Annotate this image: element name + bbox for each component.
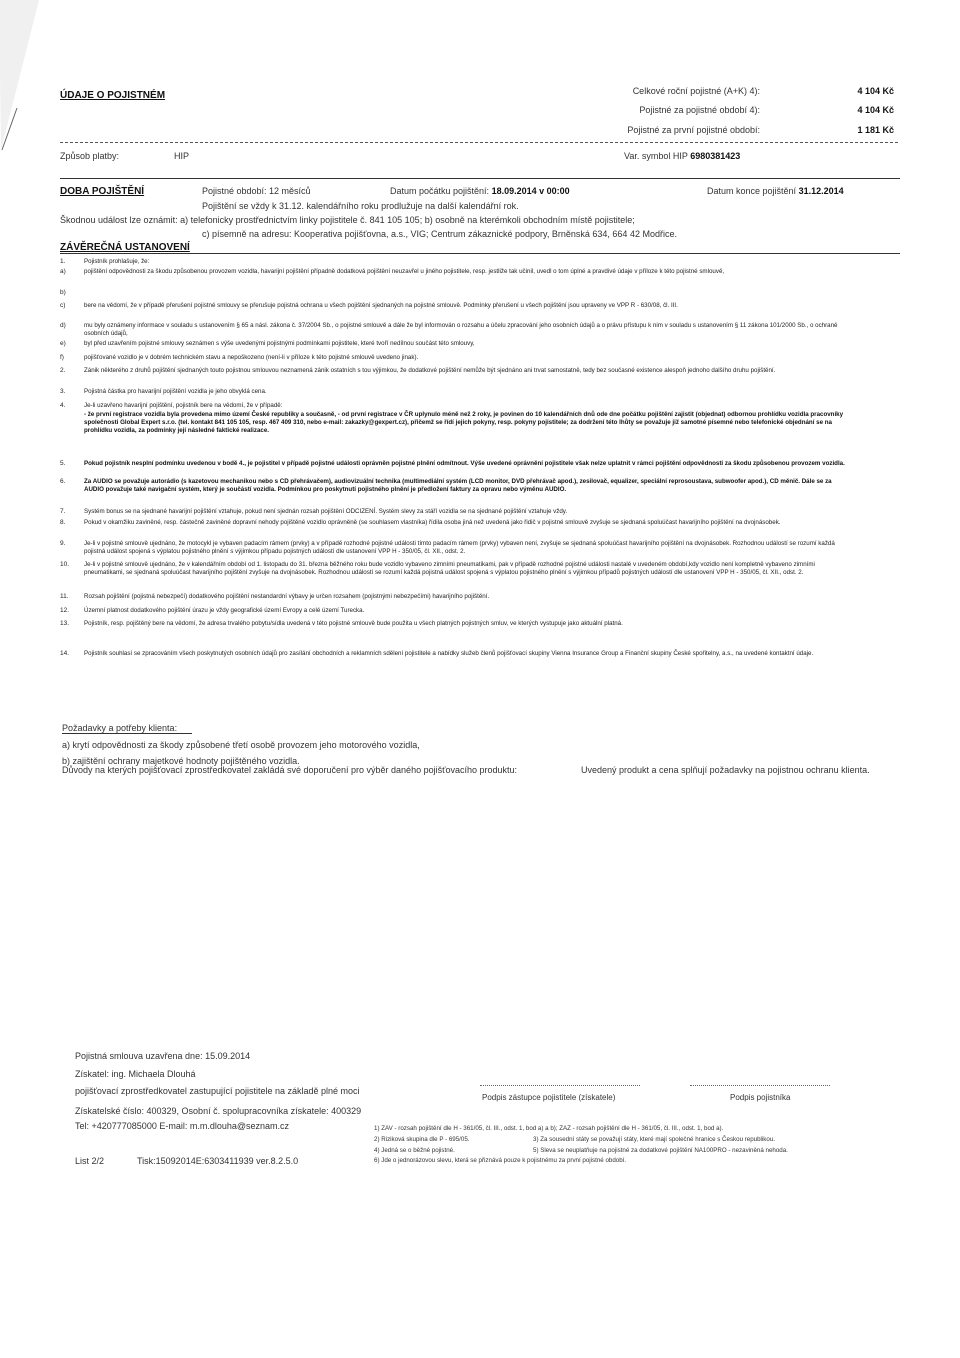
requirements-title: Požadavky a potřeby klienta: bbox=[62, 723, 178, 733]
footnote-2: 2) Riziková skupina dle P - 695/05. bbox=[374, 1136, 470, 1143]
final-section-title: ZÁVĚREČNÁ USTANOVENÍ bbox=[60, 242, 190, 253]
requirement-b: b) zajištění ochrany majetkové hodnoty pojištěného vozidla. bbox=[62, 756, 300, 766]
footnote-3: 3) Za sousední státy se považují státy, které mají společné hranice s Českou republikou. bbox=[533, 1136, 776, 1143]
clause-text: mu byly oznámeny informace v souladu s ustanovením § 65 a násl. zákona č. 37/2004 Sb., o pojistné smlouvě a dále že byl informován o rozsahu a účelu zpracování jeho osobních údajů a o právu přístupu k nim v souladu s ustanovením § 11 zákona 101/2000 Sb., o ochraně osobních údajů, bbox=[84, 322, 838, 337]
print-code: Tisk:15092014E:6303411939 ver.8.2.5.0 bbox=[137, 1156, 299, 1166]
first-premium-label: Pojistné za první pojistné období: bbox=[627, 125, 760, 135]
clause-number: 7. bbox=[60, 508, 66, 515]
clause-text: pojišťované vozidlo je v dobrém technickém stavu a nepoškozeno (není-li v příloze k této pojistné smlouvě uvedeno jinak). bbox=[84, 354, 419, 361]
requirements-underline bbox=[62, 733, 192, 734]
end-date-label: Datum konce pojištění bbox=[707, 186, 797, 196]
clause-number: 3. bbox=[60, 388, 66, 395]
clause-text: Systém bonus se na sjednané havarijní pojištění vztahuje, pokud není sjednán rozsah pojištění ODCIZENÍ. Systém slevy za stáří vozidla se na sjednané pojištění vztahuje vždy. bbox=[84, 508, 568, 515]
clause-text: Pokud pojistník nesplní podmínku uvedenou v bodě 4., je pojistitel v případě pojistné události oprávněn pojistné plnění odmítnout. Výše uvedené oprávnění pojistitele však nelze uplatnit v rámci pojištění odpovědnosti za škodu způsobenou provozem vozidla. bbox=[84, 460, 845, 467]
clause-text: Pojistník prohlašuje, že: bbox=[84, 258, 150, 265]
clause-number: e) bbox=[60, 340, 66, 347]
footnote-6: 6) Jde o jednorázovou slevu, která se přiznává pouze k pojistnému za první pojistné období. bbox=[374, 1157, 627, 1164]
clause-text: bere na vědomí, že v případě přerušení pojistné smlouvy se přerušuje pojistná ochrana u všech pojištění sjednaných na pojistné smlouvě. Podmínky přerušení u všech pojištění jsou upraveny ve VPP R - 630/08, čl. III. bbox=[84, 302, 678, 309]
claim-contact-line2: c) písemně na adresu: Kooperativa pojišťovna, a.s., VIG; Centrum zákaznické podpory, Brněnská 634, 664 42 Modřice. bbox=[202, 229, 677, 239]
rep-signature-line bbox=[480, 1085, 640, 1086]
scan-edge-mark bbox=[0, 0, 54, 210]
start-date-value: 18.09.2014 v 00:00 bbox=[491, 186, 570, 196]
clause-number: 4. bbox=[60, 402, 66, 409]
clause-text: Rozsah pojištění (pojistná nebezpečí) dodatkového pojištění nestandardní výbavy je určen rozsahem (pojistnými nebezpečími) havarijního pojištění. bbox=[84, 593, 490, 600]
period-section-title: DOBA POJIŠTĚNÍ bbox=[60, 186, 145, 197]
payment-label: Způsob platby: bbox=[60, 151, 120, 161]
header-divider bbox=[60, 142, 898, 143]
clause-number: 6. bbox=[60, 478, 66, 485]
footnote-4: 4) Jedná se o běžné pojistné. bbox=[374, 1147, 455, 1154]
period-top-rule bbox=[60, 178, 900, 179]
clause-number: 8. bbox=[60, 519, 66, 526]
clause-number: 5. bbox=[60, 460, 66, 467]
annual-premium-label: Celkové roční pojistné (A+K) 4): bbox=[632, 86, 760, 96]
clause-number: 1. bbox=[60, 258, 66, 265]
acquirer-name: Získatel: ing. Michaela Dlouhá bbox=[75, 1069, 196, 1079]
footnote-1: 1) ZAV - rozsah pojištění dle H - 361/05, čl. III., odst. 1, bod a) a b); ZAZ - rozsah pojištění dle H - 361/05, čl. III., odst. 1, bod a). bbox=[374, 1125, 724, 1132]
clause-number: a) bbox=[60, 268, 66, 275]
clause-text: - že první registrace vozidla byla provedena mimo území České republiky a současně, - od první registrace v ČR uplynulo méně než 2 roky, je povinen do 10 kalendářních dnů ode dne počátku pojištění zajistit (objednat) odbornou prohlídku vozidla pracovníky společnosti Global Expert s.r.o. (tel. kontakt 841 105 105, resp. 467 409 310, nebo e-mail: zakazky@gexpert.cz), přičemž se řídí jejich pokyny, resp. pokyny pojistitele; za dodržení této lhůty se považuje již samotné písemné nebo telefonické objednání se na prohlídku vozidla, za podmínky její následné faktické realizace. bbox=[84, 411, 844, 434]
clause-text: Zánik některého z druhů pojištění sjednaných touto pojistnou smlouvou neznamená zánik ostatních s tou výjimkou, že dodatkové pojištění nemůže být sjednáno ani trvat samostatně, tedy bez současné existence alespoň jednoho dalšího druhu pojištění. bbox=[84, 367, 776, 374]
holder-signature-line bbox=[690, 1085, 830, 1086]
clause-text: Je-li v pojistné smlouvě ujednáno, že motocykl je vybaven padacím rámem (prvky) a v případě rozhodné pojistné události tímto padacím rámem (prvky) vybaven není, zvyšuje se sjednaná spoluúčast havarijního pojištění na dvojnásobek. Rozhodnou událostí se rozumí každá pojistná událost spojená s výplatou pojistného plnění s výjimkou případu pojistných událostí dle ustanovení VPP H - 350/05, čl. XII., odst. 2. bbox=[84, 540, 835, 555]
acquirer-contact: Tel: +420777085000 E-mail: m.m.dlouha@seznam.cz bbox=[75, 1121, 290, 1131]
clause-text: Pojistná částka pro havarijní pojištění vozidla je jeho obvyklá cena. bbox=[84, 388, 267, 395]
claim-contact-line1: Škodnou událost lze oznámit: a) telefonicky prostřednictvím linky pojistitele č. 841 105 105; b) osobně na kterémkoli obchodním místě pojistitele; bbox=[60, 215, 635, 225]
clause-text: Pojistník, resp. pojištěný bere na vědomí, že adresa trvalého pobytu/sídla uvedená v této pojistné smlouvě bude použita u všech platných pojistných smluv, ve kterých vystupuje jako aktuální platná. bbox=[84, 620, 623, 627]
intermediary-note: pojišťovací zprostředkovatel zastupující pojistitele na základě plné moci bbox=[75, 1086, 360, 1096]
clause-text: Je-li uzavřeno havarijní pojištění, pojistník bere na vědomí, že v případě: bbox=[84, 402, 283, 409]
clause-number: 11. bbox=[60, 593, 69, 600]
clause-text: pojištění odpovědnosti za škodu způsobenou provozem vozidla, havarijní pojištění případně dodatková pojištění neuzavřel u jiného pojistitele, resp. jestliže tak učinil, uvedl o tom úplné a pravdivé údaje v příloze k této pojistné smlouvě, bbox=[84, 268, 725, 275]
clause-number: 13. bbox=[60, 620, 70, 627]
requirement-a: a) krytí odpovědnosti za škody způsobené třetí osobě provozem jeho motorového vozidla, bbox=[62, 740, 420, 750]
clause-number: 2. bbox=[60, 367, 66, 374]
var-symbol-label: Var. symbol HIP bbox=[624, 151, 688, 161]
clause-text: Za AUDIO se považuje autorádio (s kazetovou mechanikou nebo s CD přehrávačem), audiovizuální technika (multimediální systém (LCD monitor, DVD přehrávač apod.), zesilovač, equalizer, speciální reprosoustava, subwoofer apod.), CD měnič. Dále se za AUDIO považuje také navigační systém, který je součástí vozidla. Podmínkou pro poskytnutí pojistného plnění je předložení faktury za opravu nebo výměnu AUDIO. bbox=[84, 478, 832, 493]
clause-text: byl před uzavřením pojistné smlouvy seznámen s výše uvedenými pojistnými podmínkami pojistitele, které tvoří nedílnou součást této smlouvy, bbox=[84, 340, 475, 347]
period-premium-value: 4 104 Kč bbox=[857, 105, 894, 115]
clause-number: 14. bbox=[60, 650, 70, 657]
start-date-label: Datum počátku pojištění: bbox=[390, 186, 490, 196]
clause-number: b) bbox=[60, 289, 66, 296]
page-number: List 2/2 bbox=[75, 1156, 105, 1166]
clause-number: 10. bbox=[60, 561, 70, 568]
final-rule bbox=[60, 253, 900, 254]
clause-number: d) bbox=[60, 322, 66, 329]
clause-number: f) bbox=[60, 354, 64, 361]
var-symbol-value: 6980381423 bbox=[690, 151, 741, 161]
payment-value: HIP bbox=[174, 151, 190, 161]
clause-text: Pokud v okamžiku zaviněné, resp. částečně zaviněné dopravní nehody pojištěné vozidlo oprávněně (se souhlasem vlastníka) řídila osoba jiná než uvedená jako řidič v pojistné smlouvě zvyšuje se sjednaná spoluúčast havarijního pojištění na dvojnásobek. bbox=[84, 519, 781, 526]
first-premium-value: 1 181 Kč bbox=[857, 125, 894, 135]
renewal-note: Pojištění se vždy k 31.12. kalendářního roku prodlužuje na další kalendářní rok. bbox=[202, 201, 519, 211]
clause-number: 9. bbox=[60, 540, 66, 547]
holder-signature-label: Podpis pojistníka bbox=[730, 1093, 791, 1102]
recommendation-reasons-label: Důvody na kterých pojišťovací zprostředkovatel zakládá své doporučení pro výběr daného pojišťovacího produktu: bbox=[62, 765, 518, 775]
contract-date: Pojistná smlouva uzavřena dne: 15.09.2014 bbox=[75, 1051, 251, 1061]
premium-section-title: ÚDAJE O POJISTNÉM bbox=[60, 90, 166, 101]
period-length: Pojistné období: 12 měsíců bbox=[202, 186, 311, 196]
clause-number: c) bbox=[60, 302, 66, 309]
clause-number: 12. bbox=[60, 607, 70, 614]
rep-signature-label: Podpis zástupce pojistitele (získatele) bbox=[482, 1093, 616, 1102]
period-premium-label: Pojistné za pojistné období 4): bbox=[639, 105, 760, 115]
clause-text: Územní platnost dodatkového pojištění úrazu je vždy geografické území Evropy a celé území Turecka. bbox=[84, 607, 365, 614]
acquirer-number: Získatelské číslo: 400329, Osobní č. spolupracovníka získatele: 400329 bbox=[75, 1106, 362, 1116]
footnote-5: 5) Sleva se neuplatňuje na pojistné za dodatkové pojištění NA100PRO - nezaviněná nehoda. bbox=[533, 1147, 788, 1154]
clause-text: Pojistník souhlasí se zpracováním všech poskytnutých osobních údajů pro zasílání obchodních a reklamních sdělení pojistitele a nabídky služeb členů pojišťovací skupiny Vienna Insurance Group a Finanční skupiny České spořitelny, a.s., na uvedené kontaktní údaje. bbox=[84, 650, 814, 657]
clause-text: Je-li v pojistné smlouvě ujednáno, že v kalendářním období od 1. listopadu do 31. března běžného roku bude vozidlo vybaveno zimními pneumatikami, pak v případě rozhodné pojistné události nastalé v uvedeném období,kdy vozidlo není kompletně vybaveno zimními pneumatikami, se sjednaná spoluúčast havarijního pojištění zvyšuje na dvojnásobek. Rozhodnou událostí se rozumí každá pojistná událost spojená s výplatou pojistného plnění s výjimkou případů pojistných událostí dle ustanovení VPP H - 350/05, čl. XII., odst. 2. bbox=[84, 561, 815, 576]
recommendation-reasons-value: Uvedený produkt a cena splňují požadavky na pojistnou ochranu klienta. bbox=[581, 765, 870, 775]
annual-premium-value: 4 104 Kč bbox=[857, 86, 894, 96]
end-date-value: 31.12.2014 bbox=[798, 186, 844, 196]
